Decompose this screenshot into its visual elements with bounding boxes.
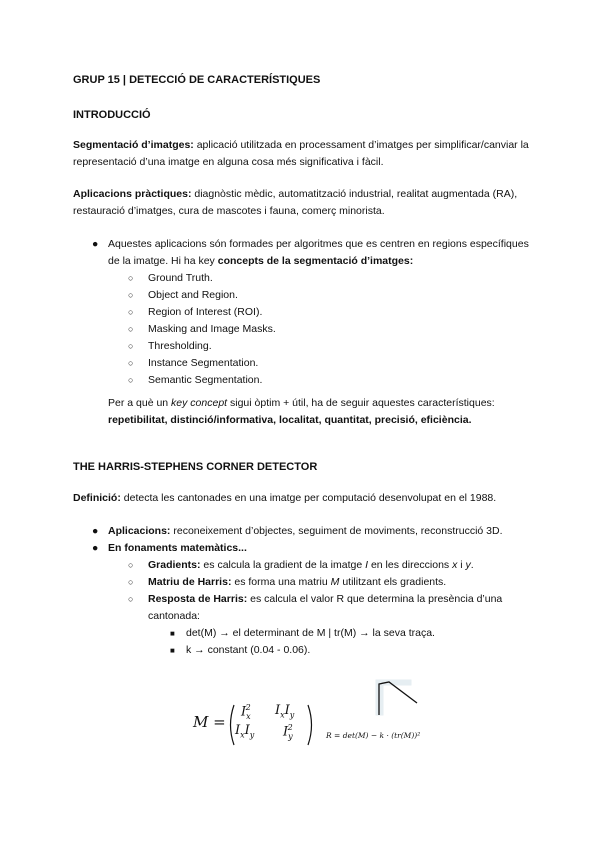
harris-response-equation: R = det(M) − k · (tr(M))² [326,731,421,740]
intro-bullet-list [92,236,542,389]
matrix-cell-11: $I_x^2$ [241,703,251,721]
harris-heading: THE HARRIS-STEPHENS CORNER DETECTOR [73,461,318,473]
concept-item: ○ Region of Interest (ROI). [128,304,542,321]
definition-paragraph [73,490,543,507]
harris-bullet-applications: ● Aplicacions: reconeixement d’objectes, seguiment de moviments, reconstrucció 3D. [92,523,542,540]
response-subitem: ■ k → constant (0.04 - 0.06). [168,642,542,659]
intro-bullet-text: Aquestes aplicacions són formades per algoritmes que es centren en regions específiques de la imatge. Hi ha key [108,238,529,267]
square-bullet-icon: ■ [170,629,175,638]
harris-matrix-item: ○ Matriu de Harris: es forma una matriu M utilitzant els gradients. [128,574,542,591]
intro-bullet [92,236,542,389]
key-concept-paragraph: Per a què un key concept sigui òptim + útil, ha de seguir aquestes característiques: repetibilitat, distinció/informativa, localitat, quantitat, precisió, eficiència. [108,397,495,426]
response-subitem: ■ det(M) → el determinant de M | tr(M) → la seva traça. [168,625,542,642]
bullet-dot-icon: ● [92,542,99,554]
harris-response-item: ○ Resposta de Harris: es calcula el valor R que determina la presència d’una cantonada: ■ det(M) → el determinant de M | tr(M) → la seva traça. ■ k → constant (0.04 - 0.06). [128,591,542,659]
concept-item: ○ Instance Segmentation. [128,355,542,372]
circle-bullet-icon: ○ [128,577,134,587]
matrix-cell-22: $I_y^2$ [283,723,293,741]
document-title: GRUP 15 | DETECCIÓ DE CARACTERÍSTIQUES [73,74,321,86]
bullet-dot-icon: ● [92,525,99,537]
concept-item: ○ Ground Truth. [128,270,542,287]
circle-bullet-icon: ○ [128,290,134,300]
square-bullet-icon: ■ [170,646,175,655]
applications-label: Aplicacions pràctiques: [73,188,192,200]
concepts-list [108,270,542,389]
circle-bullet-icon: ○ [128,341,134,351]
matrix-cell-12: $I_xI_y$ [275,703,295,720]
circle-bullet-icon: ○ [128,358,134,368]
corner-diagram-image [375,679,420,719]
circle-bullet-icon: ○ [128,375,134,385]
response-sublist [148,625,542,659]
concept-item: ○ Semantic Segmentation. [128,372,542,389]
gradients-item: ○ Gradients: es calcula la gradient de la imatge I en les direccions x i y. [128,557,542,574]
definition-label: Definició: [73,492,121,504]
bullet-dot-icon: ● [92,238,99,250]
applications-paragraph [73,186,543,220]
segmentation-paragraph [73,137,543,171]
circle-bullet-icon: ○ [128,307,134,317]
concept-item: ○ Masking and Image Masks. [128,321,542,338]
intro-heading: INTRODUCCIÓ [73,109,151,121]
circle-bullet-icon: ○ [128,594,134,604]
segmentation-text: aplicació utilitzada en processament d’imatges per simplificar/canviar la representació d’una imatge en alguna cosa més significativa i fàcil. [73,139,529,168]
intro-bullet-bold: concepts de la segmentació d’imatges: [217,255,414,267]
harris-bullet-math: ● En fonaments matemàtics... ○ Gradients: es calcula la gradient de la imatge I en les direccions x i y. ○ Matriu de Harris: es forma una matriu M utilitzant els gradients. ○ Resposta de Harris: es calcula el valor R que determina la presència d’una cantonada: ■ det(M) → el determinant de M | tr(M) → la seva traça. ■ k → constant (0.04 - 0.06). [92,540,542,659]
applications-text: diagnòstic mèdic, automatització industrial, realitat augmentada (RA), restauració d’imatges, cura de mascotes i fauna, comerç minorista. [73,188,518,217]
matrix-cell-21: $I_xI_y$ [235,723,255,740]
key-concept-italic: key concept [171,397,228,409]
circle-bullet-icon: ○ [128,560,134,570]
circle-bullet-icon: ○ [128,324,134,334]
segmentation-label: Segmentació d’imatges: [73,139,194,151]
definition-text: detecta les cantonades en una imatge per computació desenvolupat en el 1988. [120,492,497,504]
circle-bullet-icon: ○ [128,273,134,283]
math-list [108,557,542,659]
concept-item: ○ Object and Region. [128,287,542,304]
matrix-lhs: M = [193,713,226,731]
harris-bullet-list [92,523,542,659]
key-concept-traits: repetibilitat, distinció/informativa, localitat, quantitat, precisió, eficiència. [108,414,472,426]
concept-item: ○ Thresholding. [128,338,542,355]
